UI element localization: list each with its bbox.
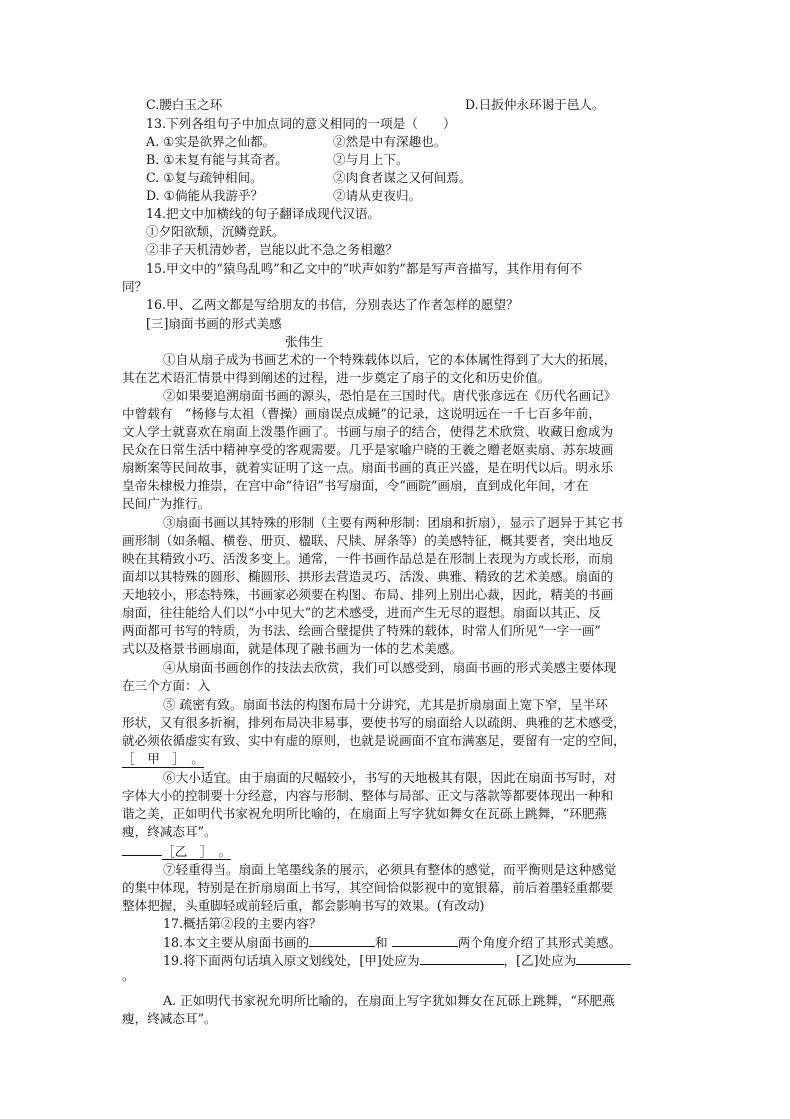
q18-blank-1[interactable] [309, 934, 375, 947]
p3-line-1: ③扇面书画以其特殊的形制（主要有两种形制：团扇和折扇），显示了迥异于其它书 [163, 515, 623, 530]
p3-line-3: 映在其精致小巧、活泼多变上。通常，一件书画作品总是在形制上表现为方或长形，而扇 [122, 551, 614, 566]
q13-a2: ②然是中有深趣也。 [333, 134, 447, 149]
q13-d2: ②请从吏夜归。 [333, 188, 422, 203]
p6-line-4: 瘦，终减态耳”。 [122, 824, 217, 839]
q19-row [163, 952, 631, 969]
p3-line-5: 天地较小，形态特殊，书画家必须要在构图、布局、排列上别出心裁，因此，精美的书画 [122, 587, 614, 602]
q18-part-3: 两个角度介绍了其形式美感。 [457, 935, 622, 950]
q15-line-2: 同？ [122, 279, 148, 294]
q18-blank-2[interactable] [392, 934, 458, 947]
q12-option-c: C.腰白玉之环 [146, 97, 223, 112]
p2-line-2: 中曾载有 “杨修与太祖（曹操）画扇误点成蝇”的记录，这说明远在一千七百多年前， [122, 406, 601, 421]
p3-line-2: 画形制（如条幅、横卷、册页、楹联、尺牍、屏条等）的美感特征，概其要者，突出地反 [122, 533, 614, 548]
q19-option-a-line-2: 瘦，终减态耳”。 [122, 1011, 217, 1026]
passage-author: 张伟生 [285, 334, 323, 349]
p5-line-2: 形状，又有很多折裥，排列布局决非易事，要使书写的扇面给人以疏朗、典雅的艺术感受， [122, 715, 626, 730]
p6-line-1: ⑥大小适宜。由于扇面的尺幅较小，书写的天地极其有限，因此在扇面书写时，对 [163, 770, 617, 785]
p2-line-3: 文人学士就喜欢在扇面上泼墨作画了。书画与扇子的结合，使得艺术欣赏、收藏日愈成为 [122, 424, 614, 439]
p3-line-6: 扇面，往往能给人们以“小中见大”的艺术感受，进而产生无尽的遐想。扇面以其正、反 [122, 605, 601, 620]
q19-part-2: ，[乙]处应为 [503, 953, 577, 968]
p7-line-3: 整体把握，头重脚轻或前轻后重，都会影响书写的效果。(有改动) [122, 898, 485, 913]
p6-line-2: 字体大小的控制要十分经意，内容与形制、整体与局部、正文与落款等都要体现出一种和 [122, 788, 614, 803]
q17-text: 17.概括第②段的主要内容？ [163, 916, 322, 931]
p7-line-1: ⑦轻重得当。扇面上笔墨线条的展示，必须具有整体的感觉，而平衡则是这种感觉 [163, 862, 617, 877]
q14-sentence-2: ②非子天机清妙者，岂能以此不急之务相邀？ [146, 242, 398, 257]
q13-c1: C. ①复与疏钟相间。 [146, 170, 263, 185]
p6-line-3: 谐之美，正如明代书家祝允明所比喻的，在扇面上写字犹如舞女在瓦砾上跳舞，“环肥燕 [122, 806, 608, 821]
q18-part-2: 和 [374, 935, 388, 950]
blank-yi-leading-line [122, 843, 162, 856]
q13-d1: D. ①倘能从我游乎？ [146, 188, 264, 203]
p4-line-1: ④从扇面书画创作的技法去欣赏，我们可以感受到，扇面书画的形式美感主要体现 [163, 660, 617, 675]
p7-line-2: 的集中体现，特别是在折扇扇面上书写，其空间恰似影视中的宽银幕，前后着墨轻重都要 [122, 880, 614, 895]
p2-line-4: 民众在日常生活中精神享受的客观需要。几乎是家喻户晓的王羲之赠老妪卖扇、苏东坡画 [122, 442, 614, 457]
p3-line-4: 面却以其特殊的圆形、椭圆形、拱形去营造灵巧、活泼、典雅、精致的艺术美感。扇面的 [122, 569, 614, 584]
q15-line-1: 15.甲文中的“猿鸟乱鸣”和乙文中的“吠声如豹”都是写声音描写，其作用有何不 [146, 261, 583, 276]
q18-row [163, 934, 621, 951]
p5-line-3: 就必须依循虚实有致、实中有虚的原则，也就是说画面不宜布满塞足，要留有一定的空间， [122, 733, 626, 748]
p2-line-6: 皇帝朱棣极力推崇，在宫中命“待诏”书写扇面，令“画院”画扇，直到成化年间，才在 [122, 478, 589, 493]
q14-stem: 14.把文中加横线的句子翻译成现代汉语。 [146, 206, 381, 221]
p2-line-1: ②如果要追溯扇面书画的源头，恐怕是在三国时代。唐代张彦远在《历代名画记》 [163, 388, 617, 403]
p3-line-8: 式以及格景书画扇面，就是体现了融书画为一体的艺术美感。 [122, 641, 463, 656]
p1-line-2: 其在艺术语汇情景中得到阐述的过程，进一步奠定了扇子的文化和历史价值。 [122, 370, 551, 385]
q19-blank-jia[interactable] [420, 952, 504, 965]
q18-part-1: 18.本文主要从扇面书画的 [163, 935, 309, 950]
q13-stem: 13.下列各组句子中加点词的意义相同的一项是（ ） [146, 116, 456, 131]
q14-sentence-1: ①夕阳欲颓，沉鳞竞跃。 [146, 224, 285, 239]
q19-end: 。 [122, 968, 135, 983]
q19-part-1: 19.将下面两句话填入原文划线处，[甲]处应为 [163, 953, 420, 968]
q13-c2: ②肉食者谋之又何间焉。 [333, 170, 472, 185]
q13-b1: B. ①未复有能与其奇者。 [146, 152, 288, 167]
q13-b2: ②与月上下。 [333, 152, 409, 167]
q12-option-d: D.日扳仲永环谒于邑人。 [465, 97, 605, 112]
passage-title: [三]扇面书画的形式美感 [146, 316, 282, 331]
blank-yi-row [122, 843, 231, 860]
blank-yi: ［乙 ］ 。 [162, 844, 232, 859]
q13-a1: A. ①实是欲界之仙都。 [146, 134, 276, 149]
q19-option-a-line-1: A. 正如明代书家祝允明所比喻的，在扇面上写字犹如舞女在瓦砾上跳舞，“环肥燕 [163, 993, 615, 1008]
p5-line-1: ⑤ 疏密有致。扇面书法的构图布局十分讲究，尤其是折扇扇面上宽下窄，呈半环 [163, 697, 608, 712]
p1-line-1: ①自从扇子成为书画艺术的一个特殊载体以后，它的本体属性得到了大大的拓展， [163, 352, 617, 367]
p2-line-5: 扇断案等民间故事，就着实证明了这一点。扇面书画的真正兴盛，是在明代以后。明永乐 [122, 460, 614, 475]
p3-line-7: 两面都可书写的特质，为书法、绘画合璧提供了特殊的载体，时常人们所见“一字一画” [122, 623, 601, 638]
q19-blank-yi[interactable] [576, 952, 631, 965]
p4-line-2: 在三个方面：入 [122, 678, 211, 693]
blank-jia: ［ 甲 ］ 。 [122, 751, 204, 766]
p2-line-7: 民间广为推行。 [122, 496, 211, 511]
q16-text: 16.甲、乙两文都是写给朋友的书信，分别表达了作者怎样的愿望？ [146, 297, 519, 312]
